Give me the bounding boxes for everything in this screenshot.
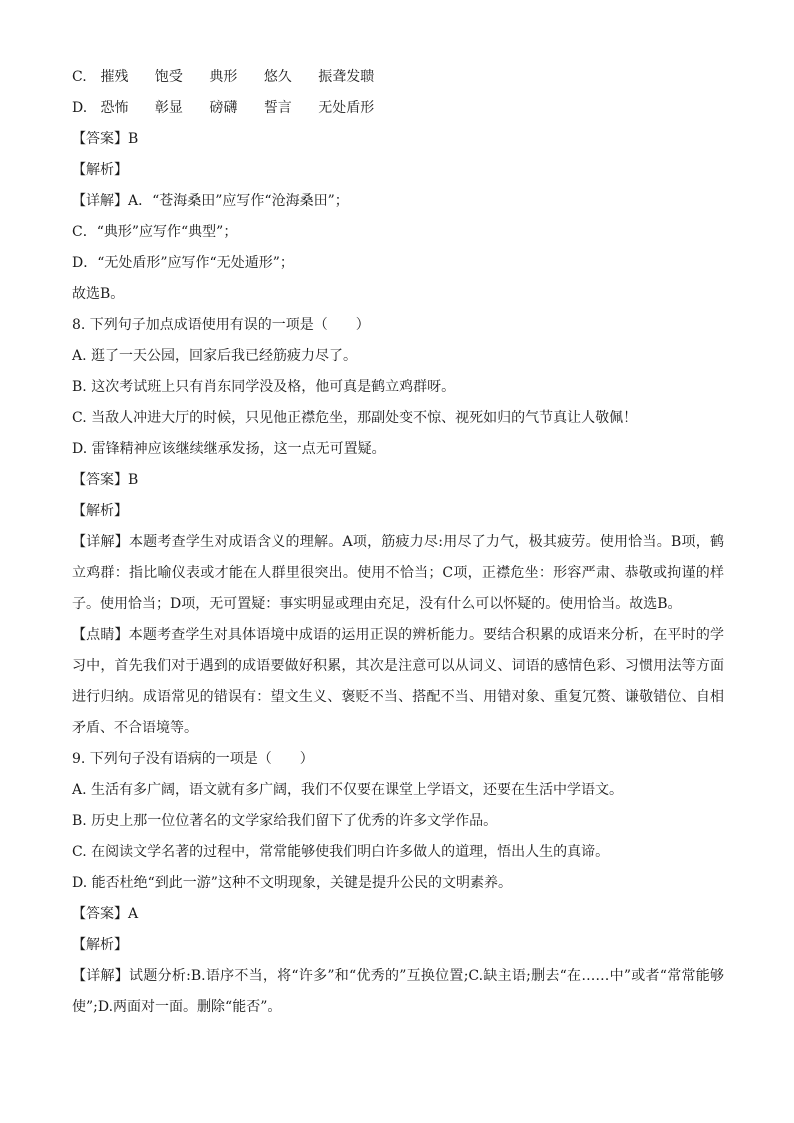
q9-stem: 9. 下列句子没有语病的一项是（ ） (72, 751, 314, 767)
q8-comment: 【点睛】本题考查学生对具体语境中成语的运用正误的辨析能力。要结合积累的成语来分析，在平时的学习中，首先我们对于遇到的成语要做好积累，其次是注意可以从词义、词语的感情色彩、习惯用法等方面进行归纳。成语常见的错误有：望文生义、褒贬不当、搭配不当、用错对象、重复冗赘、谦敬错位、自相矛盾、不合语境等。 (72, 627, 724, 736)
q7-conclusion: 故选B。 (72, 286, 125, 302)
q8-analysis-label: 【解析】 (72, 503, 128, 519)
q7-answer: 【答案】B (72, 131, 139, 147)
option-word: 典形 (209, 69, 238, 85)
option-word: 悠久 (263, 69, 292, 85)
q8-option-a: A. 逛了一天公园，回家后我已经筋疲力尽了。 (72, 348, 358, 364)
option-word: 彰显 (154, 100, 183, 116)
option-word: 恐怖 (100, 100, 129, 116)
q9-detail: 【详解】试题分析:B.语序不当，将“许多”和“优秀的”互换位置;C.缺主语;删去“在……中”或者“常常能够使”;D.两面对一面。删除“能否”。 (72, 968, 724, 1015)
option-word: 无处盾形 (318, 100, 375, 116)
q8-stem: 8. 下列句子加点成语使用有误的一项是（ ） (72, 317, 370, 333)
option-letter: C. (72, 69, 87, 85)
q9-option-a: A. 生活有多广阔，语文就有多广阔，我们不仅要在课堂上学语文，还要在生活中学语文。 (72, 782, 624, 798)
option-word: 摧残 (100, 69, 129, 85)
option-letter: D. (72, 100, 88, 116)
q7-detail-c: C．“典形”应写作“典型”； (72, 224, 238, 240)
q9-option-c: C. 在阅读文学名著的过程中，常常能够使我们明白许多做人的道理，悟出人生的真谛。 (72, 844, 610, 860)
q9-option-d: D. 能否杜绝“到此一游”这种不文明现象，关键是提升公民的文明素养。 (72, 875, 512, 891)
option-d-row (72, 93, 724, 124)
option-word: 饱受 (154, 69, 183, 85)
q8-option-b: B. 这次考试班上只有肖东同学没及格，他可真是鹤立鸡群呀。 (72, 379, 456, 395)
q8-answer: 【答案】B (72, 472, 139, 488)
q8-option-d: D. 雷锋精神应该继续继承发扬，这一点无可置疑。 (72, 441, 386, 457)
option-word: 誓言 (263, 100, 292, 116)
q7-analysis-label: 【解析】 (72, 162, 128, 178)
q9-analysis-label: 【解析】 (72, 937, 128, 953)
q8-option-c: C. 当敌人冲进大厅的时候，只见他正襟危坐，那副处变不惊、视死如归的气节真让人敬佩！ (72, 410, 638, 426)
q7-detail-d: D．“无处盾形”应写作“无处遁形”； (72, 255, 294, 271)
option-word: 磅礴 (209, 100, 238, 116)
q9-option-b: B. 历史上那一位位著名的文学家给我们留下了优秀的许多文学作品。 (72, 813, 498, 829)
document-page (72, 62, 724, 1023)
option-word: 振聋发聩 (318, 69, 375, 85)
option-c-row (72, 62, 724, 93)
q8-detail: 【详解】本题考查学生对成语含义的理解。A项，筋疲力尽:用尽了力气，极其疲劳。使用恰当。B项，鹤立鸡群：指比喻仪表或才能在人群里很突出。使用不恰当；C项，正襟危坐：形容严肃、恭敬或拘谨的样子。使用恰当；D项，无可置疑：事实明显或理由充足，没有什么可以怀疑的。使用恰当。故选B。 (72, 534, 724, 612)
q7-detail-a: 【详解】A．“苍海桑田”应写作“沧海桑田”； (72, 193, 349, 209)
q9-answer: 【答案】A (72, 906, 139, 922)
